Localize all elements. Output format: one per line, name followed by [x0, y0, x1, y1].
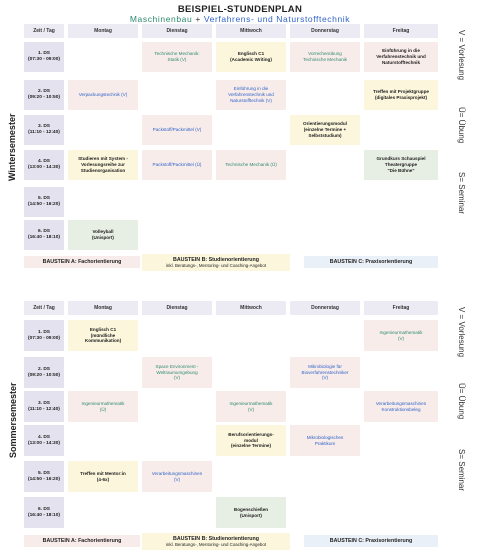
- time-slot: 6. DS (16:40 - 18:10): [24, 497, 64, 528]
- time-slot: 2. DS (09:20 - 10:50): [24, 80, 64, 110]
- header-dienstag: Dienstag: [142, 301, 212, 315]
- legend-baustein-c: BAUSTEIN C: Praxisorientierung: [304, 535, 438, 547]
- course-cell: Grundkurs Schauspiel Theatergruppe "Die Bühne": [364, 150, 438, 180]
- time-slot: 4. DS (13:00 - 14:30): [24, 425, 64, 456]
- time-slot: 1. DS (07:30 - 09:00): [24, 42, 64, 72]
- page-subtitle: [0, 14, 480, 24]
- legend-baustein-b: BAUSTEIN B: Studienorientierung inkl. Beratungs-, Mentoring- und Coaching-Angebot: [142, 533, 290, 550]
- course-cell: Treffen mit Projektgruppe (digitales Praxisprojekt): [364, 80, 438, 110]
- side-label-uebung: Ü= Übung: [457, 107, 466, 144]
- course-cell: Ingenieurmathematik (Ü): [68, 391, 138, 422]
- header-freitag: Freitag: [364, 301, 438, 315]
- course-cell: Mikrobiologisches Praktikum: [290, 425, 360, 456]
- course-cell: Vorrechenübung Technische Mechanik: [290, 42, 360, 72]
- course-cell: Volleyball (Unisport): [68, 220, 138, 250]
- winter-semester-label: Wintersemester: [7, 113, 17, 181]
- time-slot: 3. DS (11:10 - 12:40): [24, 115, 64, 145]
- header-montag: Montag: [68, 24, 138, 38]
- header-zeit: Zeit / Tag: [24, 24, 64, 38]
- header-montag: Montag: [68, 301, 138, 315]
- subtitle-right: Verfahrens- und Naturstofftechnik: [203, 14, 351, 24]
- time-slot: 1. DS (07:30 - 09:00): [24, 320, 64, 351]
- course-cell: Packstoff/Packmittel (Ü): [142, 150, 212, 180]
- side-label-uebung: Ü= Übung: [457, 383, 466, 420]
- time-slot: 5. DS (14:50 - 16:20): [24, 187, 64, 217]
- course-cell: Englisch C1 (Academic Writing): [216, 42, 286, 72]
- course-cell: Englisch C1 (mündliche Kommunikation): [68, 320, 138, 351]
- side-label-vorlesung: V = Vorlesung: [457, 307, 466, 358]
- course-cell: Packstoff/Packmittel (V): [142, 115, 212, 145]
- subtitle-plus: +: [195, 14, 201, 24]
- course-cell: Studieren mit System - Vorlesungsreihe zur Studienorganisation: [68, 150, 138, 180]
- course-cell: Mikrobiologie für Bioverfahrenstechniker (V): [290, 357, 360, 388]
- course-cell: Treffen mit Mentor:in (4-6x): [68, 461, 138, 492]
- course-cell: Verpackungstechnik (V): [68, 80, 138, 110]
- course-cell: Verarbeitungsmaschinen Konstruktionsbeleg: [364, 391, 438, 422]
- course-cell: Ingenieurmathematik (V): [364, 320, 438, 351]
- header-mittwoch: Mittwoch: [216, 24, 286, 38]
- course-cell: Verarbeitungsmaschinen (V): [142, 461, 212, 492]
- legend-baustein-a: BAUSTEIN A: Fachorientierung: [24, 535, 140, 547]
- header-mittwoch: Mittwoch: [216, 301, 286, 315]
- time-slot: 4. DS (13:00 - 14:30): [24, 150, 64, 180]
- course-cell: Bogenschießen (Unisport): [216, 497, 286, 528]
- legend-baustein-c: BAUSTEIN C: Praxisorientierung: [304, 256, 438, 268]
- side-label-seminar: S= Seminar: [457, 449, 466, 492]
- side-label-vorlesung: V = Vorlesung: [457, 30, 466, 81]
- header-dienstag: Dienstag: [142, 24, 212, 38]
- course-cell: Ingenieurmathematik (V): [216, 391, 286, 422]
- time-slot: 2. DS (09:20 - 10:50): [24, 357, 64, 388]
- course-cell: Space Environment - Weltraumumgebung (V): [142, 357, 212, 388]
- side-label-seminar: S= Seminar: [457, 172, 466, 215]
- header-zeit: Zeit / Tag: [24, 301, 64, 315]
- time-slot: 6. DS (16:40 - 18:10): [24, 220, 64, 250]
- course-cell: Einführung in die Verfahrenstechnik und Naturstofftechnik: [364, 42, 438, 72]
- summer-semester-label: Sommersemester: [8, 382, 18, 458]
- course-cell: Berufsorientierungs- modul (einzelne Termine): [216, 425, 286, 456]
- course-cell: Technische Mechanik (Ü): [216, 150, 286, 180]
- legend-baustein-a: BAUSTEIN A: Fachorientierung: [24, 256, 140, 268]
- course-cell: Technische Mechanik: Statik (V): [142, 42, 212, 72]
- header-donnerstag: Donnerstag: [290, 301, 360, 315]
- course-cell: Orientierungsmodul (einzelne Termine + Selbststudium): [290, 115, 360, 145]
- subtitle-left: Maschinenbau: [129, 14, 193, 24]
- page-title: BEISPIEL-STUNDENPLAN: [177, 4, 303, 15]
- header-freitag: Freitag: [364, 24, 438, 38]
- time-slot: 5. DS (14:50 - 16:20): [24, 461, 64, 492]
- header-donnerstag: Donnerstag: [290, 24, 360, 38]
- time-slot: 3. DS (11:10 - 12:40): [24, 391, 64, 422]
- course-cell: Einführung in die Verfahrenstechnik und Naturstofftechnik (V): [216, 80, 286, 110]
- legend-baustein-b: BAUSTEIN B: Studienorientierung inkl. Beratungs-, Mentoring- und Coaching-Angebot: [142, 254, 290, 271]
